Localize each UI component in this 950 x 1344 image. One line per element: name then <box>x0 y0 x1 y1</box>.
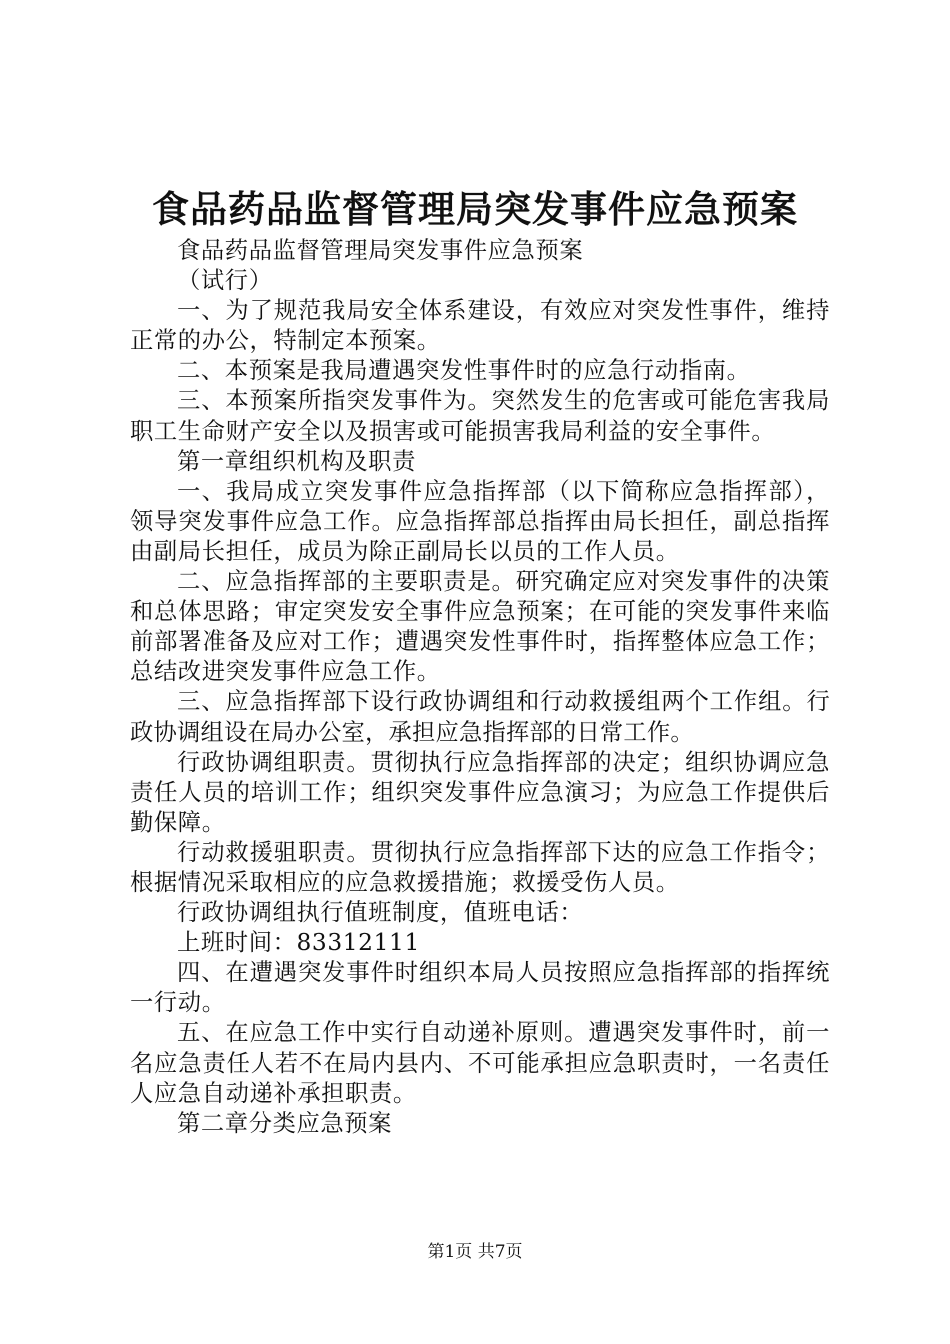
paragraph: 三、本预案所指突发事件为。突然发生的危害或可能危害我局职工生命财产安全以及损害或可能损害我局利益的安全事件。 <box>130 387 830 445</box>
paragraph: 一、我局成立突发事件应急指挥部（以下简称应急指挥部），领导突发事件应急工作。应急指挥部总指挥由局长担任，副总指挥由副局长担任，成员为除正副局长以员的工作人员。 <box>130 477 830 565</box>
page-number: 第1页 共7页 <box>427 1242 523 1262</box>
paragraph: 二、本预案是我局遭遇突发性事件时的应急行动指南。 <box>177 357 751 385</box>
paragraph: 四、在遭遇突发事件时组织本局人员按照应急指挥部的指挥统一行动。 <box>130 959 830 1017</box>
chapter-heading: 第一章组织机构及职责 <box>177 447 416 475</box>
paragraph: 三、应急指挥部下设行政协调组和行动救援组两个工作组。行政协调组设在局办公室，承担应急指挥部的日常工作。 <box>130 688 830 746</box>
paragraph: 五、在应急工作中实行自动递补原则。遭遇突发事件时，前一名应急责任人若不在局内县内、不可能承担应急职责时，一名责任人应急自动递补承担职责。 <box>130 1019 830 1107</box>
paragraph: 一、为了规范我局安全体系建设，有效应对突发性事件，维持正常的办公，特制定本预案。 <box>130 297 830 355</box>
paragraph-phone: 上班时间：83312111 <box>177 929 420 957</box>
chapter-heading: 第二章分类应急预案 <box>177 1109 393 1137</box>
document-body <box>130 236 830 1139</box>
paragraph-subtitle: 食品药品监督管理局突发事件应急预案 <box>177 237 584 264</box>
document-title: 食品药品监督管理局突发事件应急预案 <box>152 187 798 231</box>
paragraph-trial: （试行） <box>177 267 273 295</box>
paragraph: 行动救援驵职责。贯彻执行应急指挥部下达的应急工作指令；根据情况采取相应的应急救援措施；救援受伤人员。 <box>130 838 830 896</box>
paragraph: 行政协调组执行值班制度，值班电话： <box>177 899 584 927</box>
paragraph: 二、应急指挥部的主要职责是。研究确定应对突发事件的决策和总体思路；审定突发安全事件应急预案；在可能的突发事件来临前部署准备及应对工作；遭遇突发性事件时，指挥整体应急工作；总结改进突发事件应急工作。 <box>130 568 830 686</box>
paragraph: 行政协调组职责。贯彻执行应急指挥部的决定；组织协调应急责任人员的培训工作；组织突发事件应急演习；为应急工作提供后勤保障。 <box>130 748 830 836</box>
